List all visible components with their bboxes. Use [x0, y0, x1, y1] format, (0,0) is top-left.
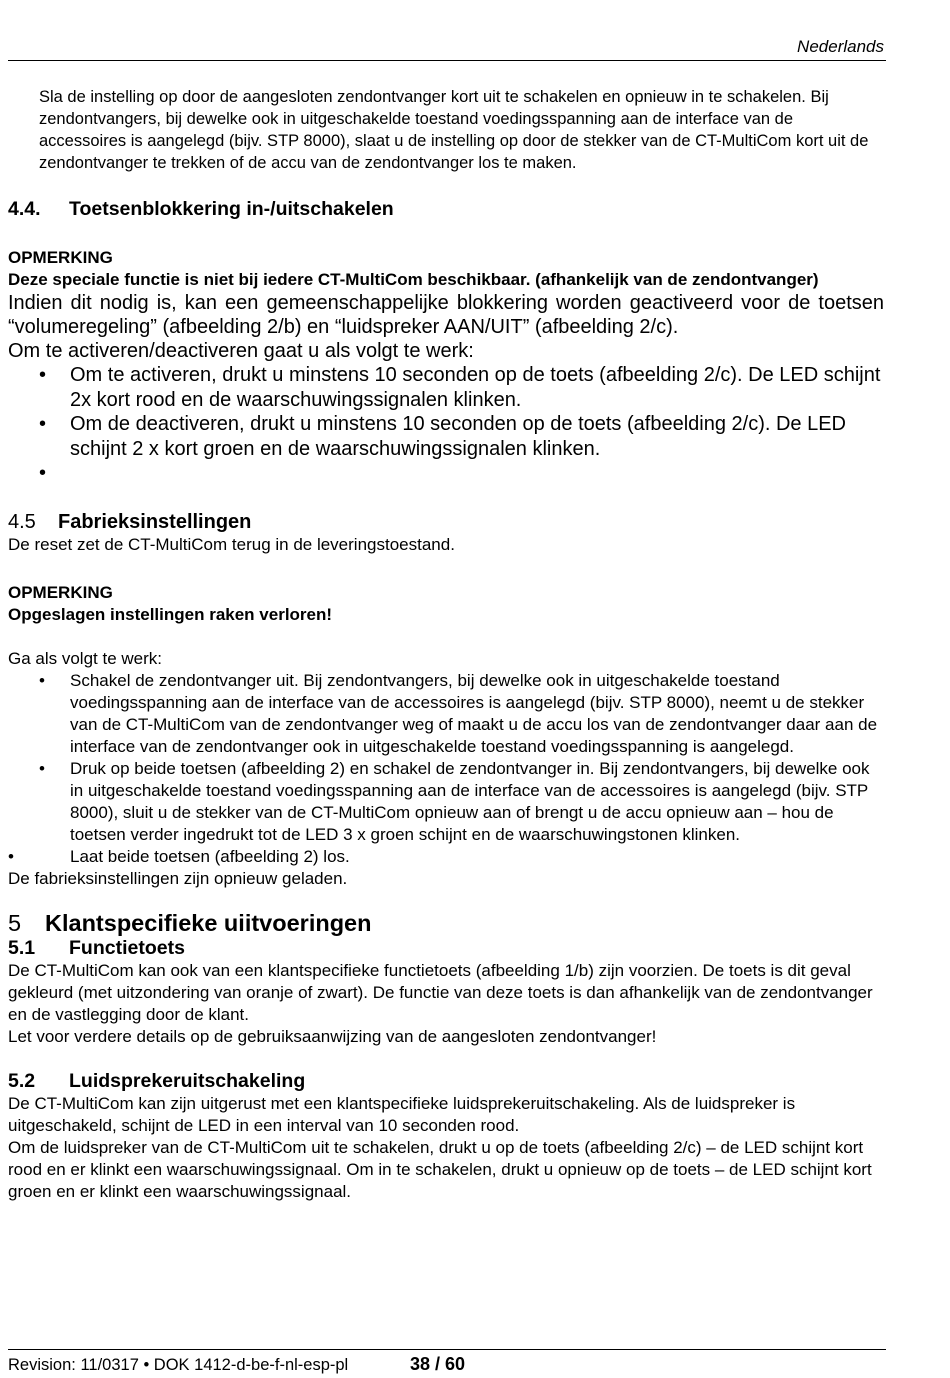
note-text: Deze speciale functie is niet bij iedere CT-MultiCom beschikbaar. (afhankelijk van de zendontvanger) — [8, 270, 819, 289]
footer-revision: Revision: 11/0317 • DOK 1412-d-be-f-nl-esp-pl — [8, 1356, 349, 1374]
section-title: Functietoets — [69, 937, 185, 959]
section-title: Toetsenblokkering in-/uitschakelen — [69, 198, 394, 220]
header-divider — [8, 60, 886, 61]
paragraph: De CT-MultiCom kan zijn uitgerust met een klantspecifieke luidsprekeruitschakeling. Als de luidspreker is uitgeschakeld, schijnt de LED in een interval van 10 seconden rood. — [8, 1094, 796, 1135]
section-number: 5.1 — [8, 937, 36, 959]
note-title: OPMERKING — [8, 248, 113, 267]
footer — [8, 1354, 465, 1375]
paragraph: De CT-MultiCom kan ook van een klantspecifieke functietoets (afbeelding 1/b) zijn voorzien. De toets is dit geval gekleurd (met uitzondering van oranje of zwart). De functie van deze toets is dan afhankelijk van de zendontvanger en de vastlegging door de klant. — [8, 961, 873, 1024]
note-text: Opgeslagen instellingen raken verloren! — [8, 605, 333, 624]
section-5-2-heading — [8, 1070, 884, 1093]
page-content — [8, 86, 884, 1203]
list-item: • Schakel de zendontvanger uit. Bij zendontvangers, bij dewelke ook in uitgeschakelde toestand voedingsspanning aan de interface van de accessoires is aangelegd (bijv. STP 8000), neemt u de stekker van de CT-MultiCom van de zendontvanger weg of maakt u de accu los van de zendontvanger daar aan de interface van de zendontvanger ook in uitgeschakelde toestand voedingsspanning is aangelegd. — [8, 670, 884, 758]
paragraph: De fabrieksinstellingen zijn opnieuw geladen. — [8, 869, 348, 888]
section-5-1-heading — [8, 937, 884, 960]
section-5-heading — [8, 910, 884, 937]
note-title: OPMERKING — [8, 583, 113, 602]
list-item: • Om de deactiveren, drukt u minstens 10 seconden op de toets (afbeelding 2/c). De LED schijnt 2 x kort groen en de waarschuwingssignalen klinken. — [8, 412, 884, 461]
section-title: Fabrieksinstellingen — [58, 511, 252, 533]
empty-list-item — [8, 461, 884, 491]
page-number: 38 / 60 — [410, 1354, 466, 1374]
section-number: 5.2 — [8, 1070, 36, 1092]
section-number: 5 — [8, 910, 22, 936]
paragraph: Om de luidspreker van de CT-MultiCom uit te schakelen, drukt u op de toets (afbeelding 2/c) – de LED schijnt kort rood en er klinkt een waarschuwingssignaal. Om in te schakelen, drukt u opnieuw op de toets – de LED schijnt kort groen en er klinkt een waarschuwingssignaal. — [8, 1138, 872, 1201]
paragraph: Om te activeren/deactiveren gaat u als volgt te werk: — [8, 340, 474, 362]
footer-divider — [8, 1349, 886, 1350]
bullet-list — [8, 670, 884, 868]
section-4-4-heading — [8, 198, 884, 221]
section-number: 4.4. — [8, 198, 41, 220]
section-title: Luidsprekeruitschakeling — [69, 1070, 306, 1092]
intro-paragraph: Sla de instelling op door de aangesloten zendontvanger kort uit te schakelen en opnieuw in te schakelen. Bij zendontvangers, bij dewelke ook in uitgeschakelde toestand voedingsspanning aan de interface van de accessoires is aangelegd (bijv. STP 8000), slaat u de instelling op door de stekker van de CT-MultiCom kort uit de zendontvanger te trekken of de accu van de zendontvanger los te maken. — [39, 88, 869, 172]
paragraph: Let voor verdere details op de gebruiksaanwijzing van de aangesloten zendontvanger! — [8, 1027, 657, 1046]
list-item: • Om te activeren, drukt u minstens 10 seconden op de toets (afbeelding 2/c). De LED schijnt 2x kort rood en de waarschuwingssignalen klinken. — [8, 363, 884, 412]
paragraph: Indien dit nodig is, kan een gemeenschappelijke blokkering worden geactiveerd voor de toetsen “volumeregeling” (afbeelding 2/b) en “luidspreker AAN/UIT” (afbeelding 2/c). — [8, 292, 884, 338]
bullet-list — [8, 363, 884, 491]
section-number: 4.5 — [8, 511, 36, 533]
list-item: • Druk op beide toetsen (afbeelding 2) en schakel de zendontvanger in. Bij zendontvangers, bij dewelke ook in uitgeschakelde toestand voedingsspanning aan de interface van de accessoires is aangelegd (bijv. STP 8000), sluit u de stekker van de CT-MultiCom opnieuw aan of brengt u de accu opnieuw aan – hou de toetsen verder ingedrukt tot de LED 3 x groen schijnt en de waarschuwingstonen klinken. — [8, 758, 884, 846]
list-item: • Laat beide toetsen (afbeelding 2) los. — [8, 846, 884, 868]
section-4-5-heading — [8, 511, 884, 534]
header-language: Nederlands — [797, 37, 884, 56]
paragraph: Ga als volgt te werk: — [8, 649, 163, 668]
section-title: Klantspecifieke uiitvoeringen — [45, 910, 372, 936]
paragraph: De reset zet de CT-MultiCom terug in de leveringstoestand. — [8, 535, 455, 554]
